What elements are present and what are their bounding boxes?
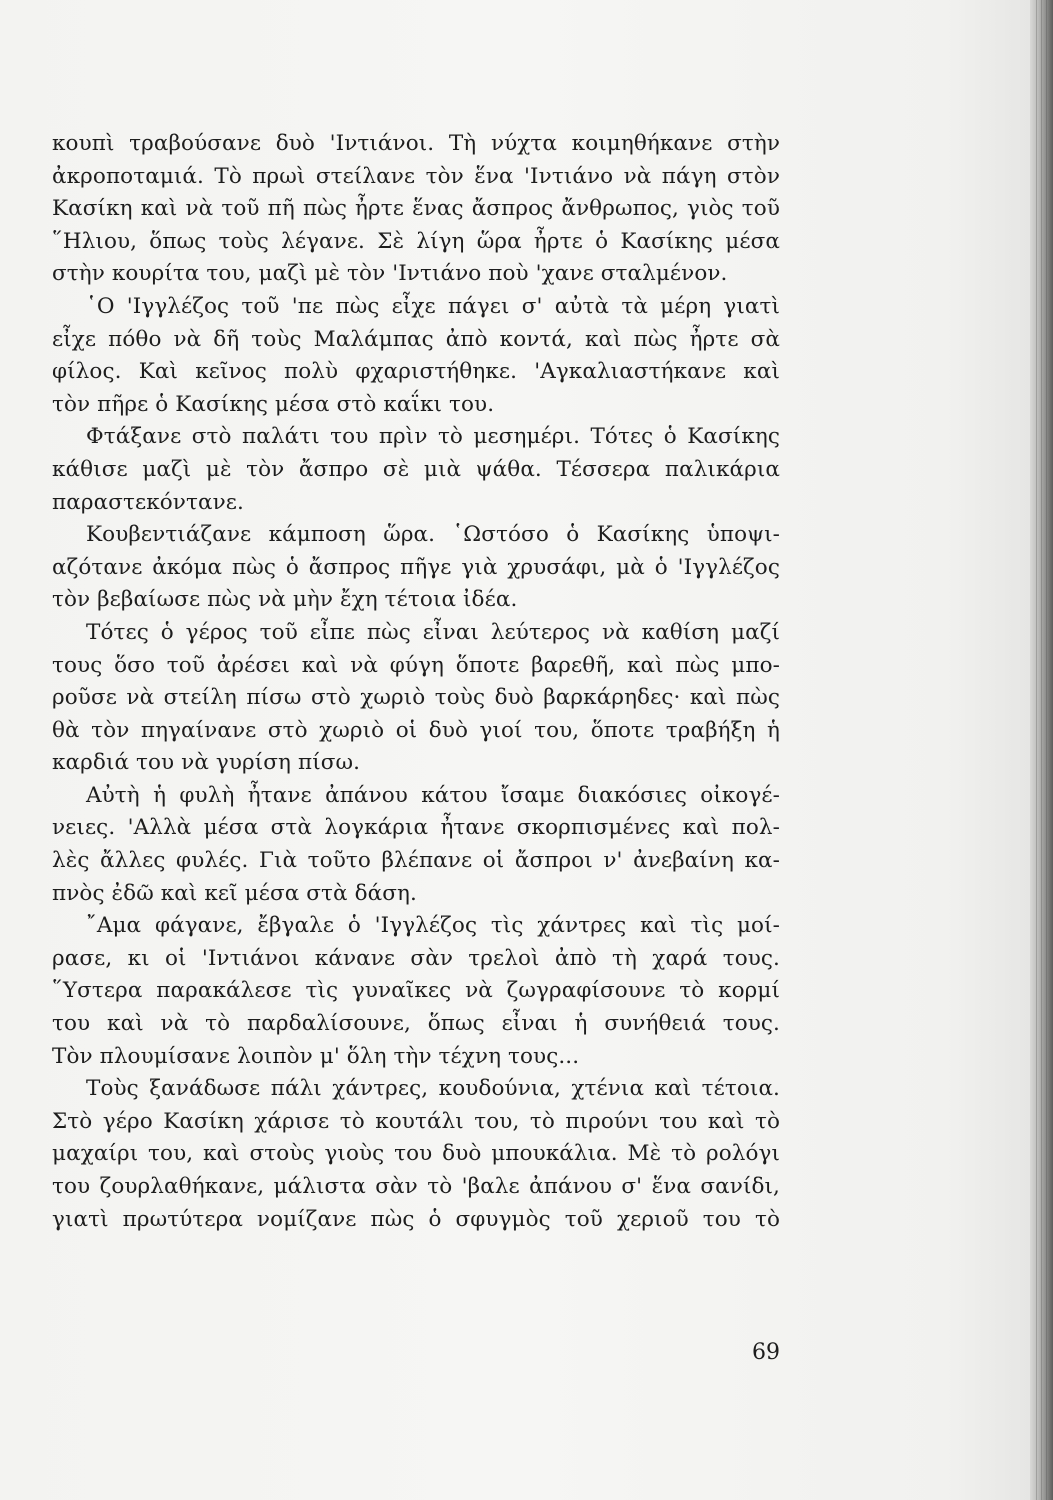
text-line: Στὸ γέρο Κασίκη χάρισε τὸ κουτάλι του, τὸ πιρούνι του καὶ τὸ: [52, 1108, 780, 1134]
text-line: ῞Ηλιου, ὅπως τοὺς λέγανε. Σὲ λίγη ὥρα ἦρτε ὁ Κασίκης μέσα: [52, 228, 780, 254]
text-line: Κασίκη καὶ νὰ τοῦ πῆ πὼς ἦρτε ἕνας ἄσπρος ἄνθρωπος, γιὸς τοῦ: [52, 196, 780, 222]
text-line: λὲς ἄλλες φυλές. Γιὰ τοῦτο βλέπανε οἱ ἄσπροι ν' ἀνεβαίνη κα-: [52, 848, 780, 874]
text-line: φίλος. Καὶ κεῖνος πολὺ φχαριστήθηκε. 'Αγκαλιαστήκανε καὶ: [52, 359, 780, 385]
text-line: τὸν πῆρε ὁ Κασίκης μέσα στὸ καΐκι του.: [52, 391, 495, 417]
text-line: παραστεκόντανε.: [52, 489, 244, 515]
text-line: Τὸν πλουμίσανε λοιπὸν μ' ὅλη τὴν τέχνη τους...: [52, 1043, 580, 1069]
text-line: τὸν βεβαίωσε πὼς νὰ μὴν ἔχη τέτοια ἰδέα.: [52, 587, 518, 613]
text-line: ἀκροποταμιά. Τὸ πρωὶ στείλανε τὸν ἕνα 'Ιντιάνο νὰ πάγη στὸν: [52, 163, 780, 189]
text-line: εἶχε πόθο νὰ δῆ τοὺς Μαλάμπας ἀπὸ κοντά, καὶ πὼς ἦρτε σὰ: [52, 326, 780, 352]
page-edge-line: [1041, 0, 1042, 1500]
text-line: ῞Υστερα παρακάλεσε τὶς γυναῖκες νὰ ζωγραφίσουνε τὸ κορμί: [52, 978, 780, 1004]
text-line: γιατὶ πρωτύτερα νομίζανε πὼς ὁ σφυγμὸς τοῦ χεριοῦ του τὸ: [52, 1206, 780, 1232]
text-line: κάθισε μαζὶ μὲ τὸν ἄσπρο σὲ μιὰ ψάθα. Τέσσερα παλικάρια: [52, 456, 780, 482]
text-line: μαχαίρι του, καὶ στοὺς γιοὺς του δυὸ μπουκάλια. Μὲ τὸ ρολόγι: [52, 1141, 780, 1167]
text-line: στὴν κουρίτα του, μαζὶ μὲ τὸν 'Ιντιάνο ποὺ 'χανε σταλμένον.: [52, 261, 728, 287]
text-line: Αὐτὴ ἡ φυλὴ ἦτανε ἀπάνου κάτου ἴσαμε διακόσιες οἰκογέ-: [86, 782, 780, 808]
text-line: του ζουρλαθήκανε, μάλιστα σὰν τὸ 'βαλε ἀπάνου σ' ἕνα σανίδι,: [52, 1174, 780, 1199]
text-line: Κουβεντιάζανε κάμποση ὥρα. ῾Ωστόσο ὁ Κασίκης ὑποψι-: [86, 522, 780, 548]
body-text: [52, 128, 780, 1236]
text-line: κουπὶ τραβούσανε δυὸ 'Ιντιάνοι. Τὴ νύχτα κοιμηθήκανε στὴν: [52, 131, 780, 156]
page-edge: [1030, 0, 1053, 1500]
text-line: καρδιά του νὰ γυρίση πίσω.: [52, 750, 361, 776]
page-number: 69: [752, 1340, 780, 1365]
text-line: ροῦσε νὰ στείλη πίσω στὸ χωριὸ τοὺς δυὸ βαρκάρηδες· καὶ πὼς: [52, 685, 780, 711]
text-line: αζότανε ἀκόμα πὼς ὁ ἄσπρος πῆγε γιὰ χρυσάφι, μὰ ὁ 'Ιγγλέζος: [52, 554, 780, 580]
text-line: θὰ τὸν πηγαίνανε στὸ χωριὸ οἱ δυὸ γιοί του, ὅποτε τραβήξη ἡ: [52, 717, 780, 743]
text-line: τους ὅσο τοῦ ἀρέσει καὶ νὰ φύγη ὅποτε βαρεθῆ, καὶ πὼς μπο-: [52, 652, 780, 678]
text-line: ῾Ο 'Ιγγλέζος τοῦ 'πε πὼς εἶχε πάγει σ' αὐτὰ τὰ μέρη γιατὶ: [86, 293, 780, 319]
text-line: πνὸς ἐδῶ καὶ κεῖ μέσα στὰ δάση.: [52, 880, 417, 906]
text-line: νειες. 'Αλλὰ μέσα στὰ λογκάρια ἦτανε σκορπισμένες καὶ πολ-: [52, 815, 780, 841]
text-line: ρασε, κι οἱ 'Ιντιάνοι κάνανε σὰν τρελοὶ ἀπὸ τὴ χαρά τους.: [52, 945, 780, 971]
page-edge-line: [1036, 0, 1037, 1500]
text-line: Τότες ὁ γέρος τοῦ εἶπε πὼς εἶναι λεύτερος νὰ καθίση μαζί: [86, 619, 780, 645]
page-edge-line: [1046, 0, 1047, 1500]
text-line: ῎Αμα φάγανε, ἔβγαλε ὁ 'Ιγγλέζος τὶς χάντρες καὶ τὶς μοί-: [86, 913, 780, 939]
text-line: του καὶ νὰ τὸ παρδαλίσουνε, ὅπως εἶναι ἡ συνήθειά τους.: [52, 1011, 780, 1037]
text-line: Φτάξανε στὸ παλάτι του πρὶν τὸ μεσημέρι. Τότες ὁ Κασίκης: [86, 424, 780, 450]
text-line: Τοὺς ξανάδωσε πάλι χάντρες, κουδούνια, χτένια καὶ τέτοια.: [86, 1076, 780, 1102]
